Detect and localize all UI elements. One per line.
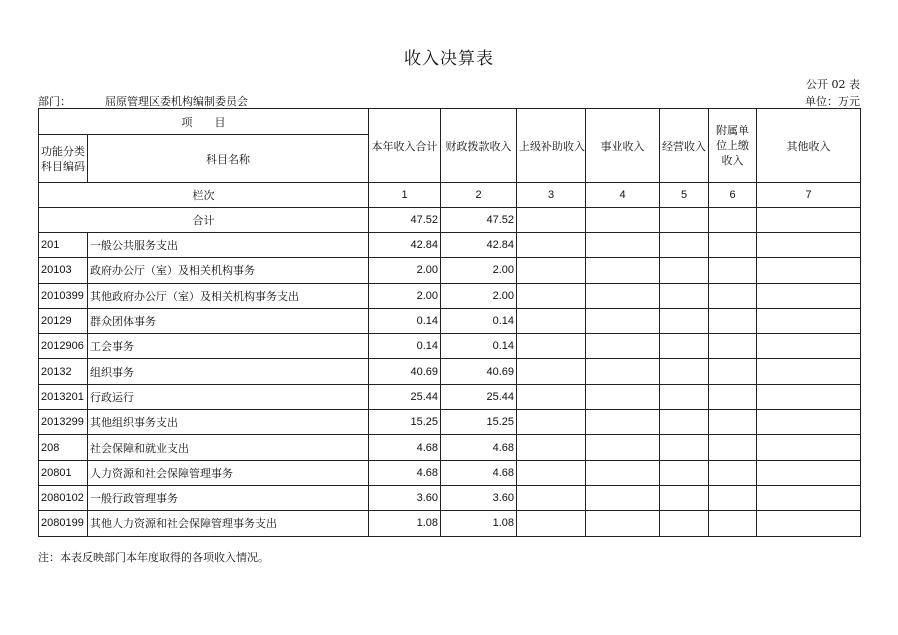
row-code: 20103 (39, 258, 88, 283)
row-income-total: 2.00 (369, 258, 441, 283)
total-income-fiscal: 47.52 (441, 208, 517, 233)
table-row (39, 308, 861, 333)
empty-cell (709, 460, 757, 485)
table-row (39, 410, 861, 435)
empty-cell (757, 384, 861, 409)
empty-cell (517, 334, 586, 359)
row-code: 2080102 (39, 485, 88, 510)
row-subject-name: 行政运行 (88, 384, 369, 409)
header-subject-name: 科目名称 (88, 135, 369, 183)
empty-cell (517, 359, 586, 384)
row-subject-name: 其他组织事务支出 (88, 410, 369, 435)
empty-cell (517, 435, 586, 460)
row-income-total: 2.00 (369, 283, 441, 308)
empty-cell (586, 435, 660, 460)
empty-cell (586, 460, 660, 485)
income-table (38, 108, 861, 537)
column-number: 7 (757, 183, 861, 208)
empty-cell (757, 485, 861, 510)
empty-cell (586, 511, 660, 536)
empty-cell (517, 283, 586, 308)
column-order-label: 栏次 (39, 183, 369, 208)
row-income-fiscal: 15.25 (441, 410, 517, 435)
empty-cell (517, 208, 586, 233)
header-col-business: 事业收入 (586, 109, 660, 183)
empty-cell (586, 485, 660, 510)
row-income-total: 25.44 (369, 384, 441, 409)
empty-cell (757, 208, 861, 233)
header-col-other: 其他收入 (757, 109, 861, 183)
row-subject-name: 群众团体事务 (88, 308, 369, 333)
row-income-fiscal: 0.14 (441, 334, 517, 359)
header-col-operating: 经营收入 (660, 109, 709, 183)
row-subject-name: 组织事务 (88, 359, 369, 384)
row-income-total: 3.60 (369, 485, 441, 510)
header-col-fiscal: 财政拨款收入 (441, 109, 517, 183)
table-row (39, 359, 861, 384)
empty-cell (517, 308, 586, 333)
row-code: 208 (39, 435, 88, 460)
empty-cell (660, 233, 709, 258)
column-number: 2 (441, 183, 517, 208)
empty-cell (757, 283, 861, 308)
empty-cell (757, 435, 861, 460)
header-col-total: 本年收入合计 (369, 109, 441, 183)
column-number: 1 (369, 183, 441, 208)
empty-cell (586, 233, 660, 258)
total-income-total: 47.52 (369, 208, 441, 233)
empty-cell (517, 485, 586, 510)
empty-cell (757, 410, 861, 435)
row-income-total: 40.69 (369, 359, 441, 384)
table-row (39, 334, 861, 359)
row-subject-name: 工会事务 (88, 334, 369, 359)
column-number: 5 (660, 183, 709, 208)
empty-cell (517, 511, 586, 536)
row-income-total: 1.08 (369, 511, 441, 536)
empty-cell (709, 208, 757, 233)
empty-cell (757, 334, 861, 359)
empty-cell (709, 485, 757, 510)
table-row (39, 460, 861, 485)
row-subject-name: 人力资源和社会保障管理事务 (88, 460, 369, 485)
empty-cell (660, 435, 709, 460)
empty-cell (517, 410, 586, 435)
row-income-fiscal: 1.08 (441, 511, 517, 536)
empty-cell (709, 384, 757, 409)
row-income-total: 0.14 (369, 334, 441, 359)
empty-cell (660, 208, 709, 233)
row-code: 2080199 (39, 511, 88, 536)
table-row (39, 511, 861, 536)
empty-cell (586, 283, 660, 308)
empty-cell (757, 233, 861, 258)
empty-cell (757, 359, 861, 384)
empty-cell (517, 258, 586, 283)
table-row (39, 485, 861, 510)
empty-cell (660, 283, 709, 308)
row-subject-name: 其他政府办公厅（室）及相关机构事务支出 (88, 283, 369, 308)
empty-cell (586, 208, 660, 233)
row-income-fiscal: 4.68 (441, 435, 517, 460)
empty-cell (709, 435, 757, 460)
row-code: 20801 (39, 460, 88, 485)
row-income-fiscal: 3.60 (441, 485, 517, 510)
column-order-row (39, 183, 861, 208)
empty-cell (709, 308, 757, 333)
footnote: 注：本表反映部门本年度取得的各项收入情况。 (38, 551, 269, 564)
row-income-total: 4.68 (369, 460, 441, 485)
row-subject-name: 一般公共服务支出 (88, 233, 369, 258)
row-income-total: 15.25 (369, 410, 441, 435)
row-income-fiscal: 25.44 (441, 384, 517, 409)
empty-cell (586, 359, 660, 384)
empty-cell (660, 485, 709, 510)
empty-cell (660, 460, 709, 485)
column-number: 6 (709, 183, 757, 208)
department-name: 屈原管理区委机构编制委员会 (105, 95, 248, 108)
row-code: 2012906 (39, 334, 88, 359)
department-label: 部门： (38, 95, 71, 108)
header-col-affiliated: 附属单位上缴收入 (709, 109, 757, 183)
header-item: 项 目 (39, 109, 369, 135)
empty-cell (757, 511, 861, 536)
empty-cell (660, 359, 709, 384)
empty-cell (517, 233, 586, 258)
empty-cell (660, 384, 709, 409)
empty-cell (586, 308, 660, 333)
page-title: 收入决算表 (404, 49, 494, 69)
empty-cell (586, 410, 660, 435)
empty-cell (709, 359, 757, 384)
unit-label: 单位：万元 (805, 95, 860, 108)
table-row (39, 384, 861, 409)
empty-cell (660, 334, 709, 359)
total-row (39, 208, 861, 233)
row-subject-name: 其他人力资源和社会保障管理事务支出 (88, 511, 369, 536)
row-code: 2013201 (39, 384, 88, 409)
empty-cell (757, 258, 861, 283)
row-subject-name: 政府办公厅（室）及相关机构事务 (88, 258, 369, 283)
department-line (38, 93, 248, 109)
empty-cell (709, 233, 757, 258)
empty-cell (660, 511, 709, 536)
table-row (39, 435, 861, 460)
empty-cell (517, 460, 586, 485)
header-col-superior: 上级补助收入 (517, 109, 586, 183)
empty-cell (586, 258, 660, 283)
empty-cell (709, 283, 757, 308)
row-code: 2010399 (39, 283, 88, 308)
row-income-fiscal: 0.14 (441, 308, 517, 333)
row-code: 201 (39, 233, 88, 258)
header-func-code: 功能分类科目编码 (39, 135, 88, 183)
table-row (39, 233, 861, 258)
row-income-fiscal: 42.84 (441, 233, 517, 258)
empty-cell (586, 384, 660, 409)
empty-cell (660, 410, 709, 435)
row-subject-name: 一般行政管理事务 (88, 485, 369, 510)
empty-cell (709, 410, 757, 435)
table-row (39, 283, 861, 308)
row-code: 2013299 (39, 410, 88, 435)
table-row (39, 258, 861, 283)
row-income-total: 0.14 (369, 308, 441, 333)
row-income-fiscal: 40.69 (441, 359, 517, 384)
row-income-total: 42.84 (369, 233, 441, 258)
row-income-total: 4.68 (369, 435, 441, 460)
empty-cell (709, 258, 757, 283)
row-income-fiscal: 2.00 (441, 258, 517, 283)
row-code: 20132 (39, 359, 88, 384)
empty-cell (660, 308, 709, 333)
empty-cell (757, 308, 861, 333)
total-label: 合计 (39, 208, 369, 233)
row-income-fiscal: 4.68 (441, 460, 517, 485)
empty-cell (586, 334, 660, 359)
empty-cell (660, 258, 709, 283)
column-number: 3 (517, 183, 586, 208)
empty-cell (709, 511, 757, 536)
row-code: 20129 (39, 308, 88, 333)
form-number: 公开 02 表 (806, 78, 860, 91)
empty-cell (757, 460, 861, 485)
row-subject-name: 社会保障和就业支出 (88, 435, 369, 460)
empty-cell (517, 384, 586, 409)
row-income-fiscal: 2.00 (441, 283, 517, 308)
empty-cell (709, 334, 757, 359)
column-number: 4 (586, 183, 660, 208)
